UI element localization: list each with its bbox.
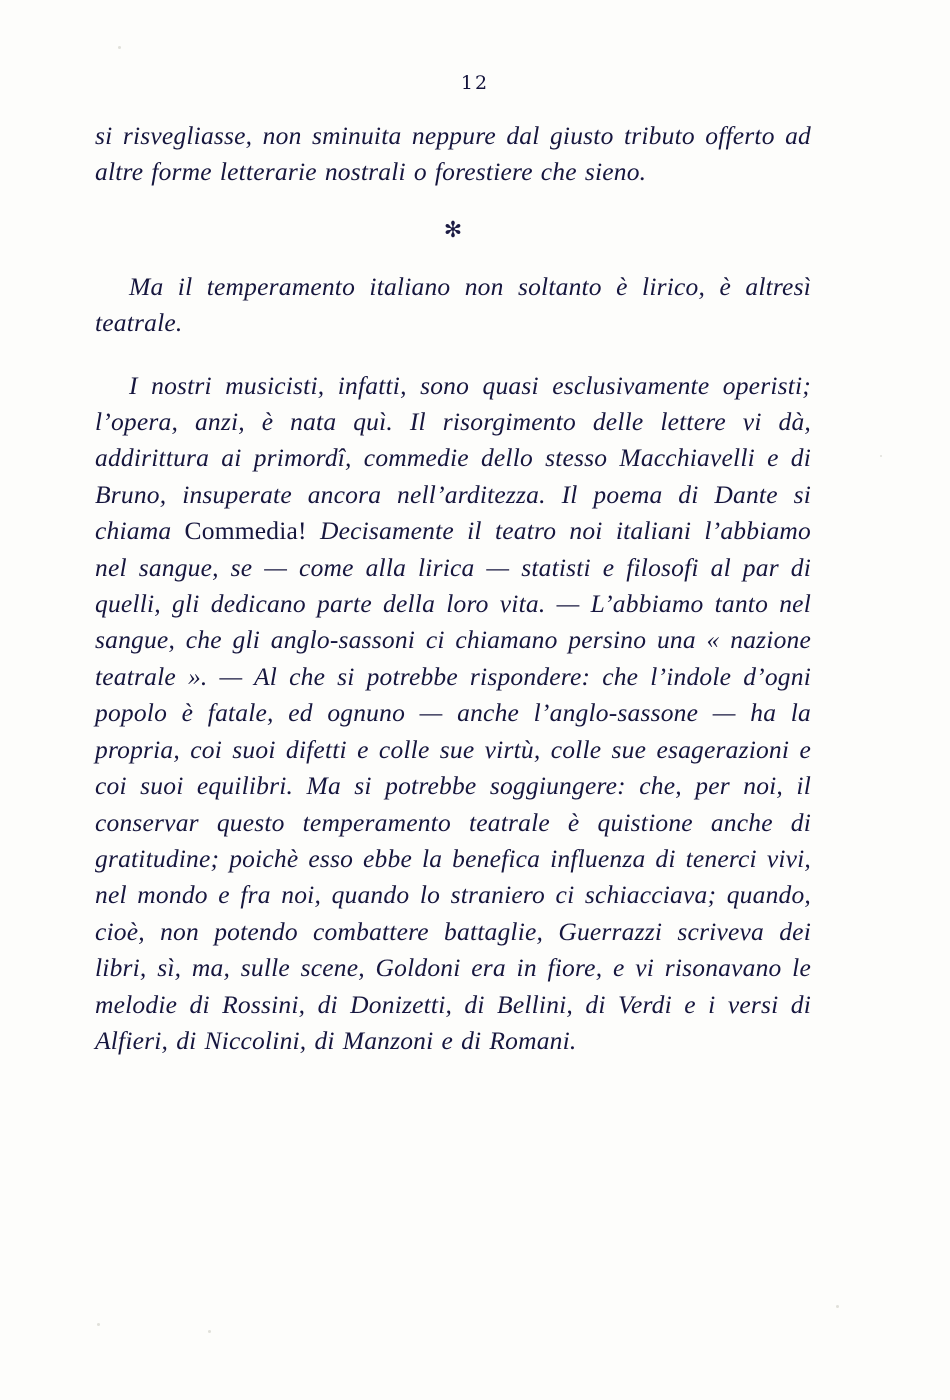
section-divider	[95, 216, 811, 242]
paper-speck	[836, 1305, 839, 1308]
paragraph-musicisti	[95, 368, 811, 1060]
page-number: 12	[460, 72, 490, 94]
asterisk-ornament-icon: ✻	[443, 216, 463, 242]
paragraph-continuation: si risvegliasse, non sminuita neppure dal giusto tributo offerto ad altre forme letterarie nostrali o forestiere che sieno.	[95, 121, 811, 187]
paper-speck	[97, 1323, 100, 1326]
paragraph-spacer	[95, 342, 811, 368]
paper-speck	[880, 455, 882, 457]
paragraph-text-before-roman: I nostri musicisti, infatti, sono quasi esclusivamente operisti; l’opera, anzi, è nata quì. Il risorgimento delle lettere vi dà, addirittura ai primordî, commedie dello stesso Macchiavelli e di Bruno, insuperate ancora nell’arditezza. Il poema di Dante si chiama	[95, 370, 811, 546]
roman-word-commedia: Commedia!	[184, 516, 307, 546]
paper-speck	[208, 1330, 211, 1333]
paragraph-text-after-roman: Decisamente il teatro noi italiani l’abbiamo nel sangue, se — come alla lirica — statisti e filosofi al par di quelli, gli dedicano parte della loro vita. — L’abbiamo tanto nel sangue, che gli anglo-sassoni ci chiamano persino una « nazione teatrale ». — Al che si potrebbe rispondere: che l’indole d’ogni popolo è fatale, ed ognuno — anche l’anglo-sassone — ha la propria, coi suoi difetti e colle sue virtù, colle sue esagerazioni e coi suoi equilibri. Ma si potrebbe soggiungere: che, per noi, il conservar questo temperamento teatrale è quistione anche di gratitudine; poichè esso ebbe la benefica influenza di tenerci vivi, nel mondo e fra noi, quando lo straniero ci schiacciava; quando, cioè, non potendo combattere battaglie, Guerrazzi scriveva dei libri, sì, ma, sulle scene, Goldoni era in fiore, e vi risonavano le melodie di Rossini, di Donizetti, di Bellini, di Verdi e i versi di Alfieri, di Niccolini, di Manzoni e di Romani.	[95, 516, 811, 1055]
paragraph-temperamento: Ma il temperamento italiano non soltanto è lirico, è altresì teatrale.	[95, 271, 811, 338]
page-content	[95, 118, 811, 1059]
paper-speck	[118, 46, 121, 49]
